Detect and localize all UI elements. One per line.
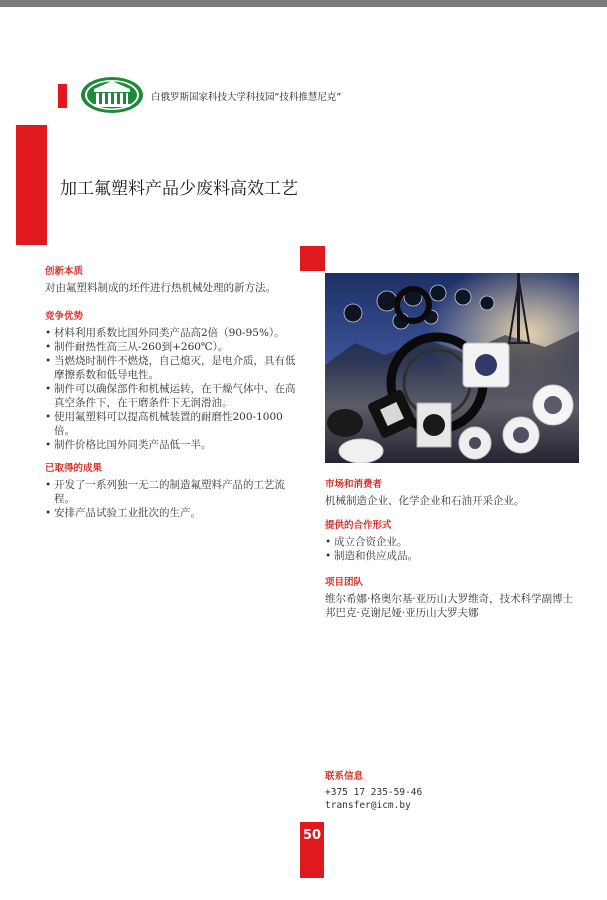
contact-phone: +375 17 235-59-46	[325, 787, 423, 798]
advantage-item: • 使用氟塑料可以提高机械装置的耐磨性200-1000倍。	[45, 410, 300, 438]
advantage-item: • 制件价格比国外同类产品低一半。	[45, 438, 300, 452]
contact-heading: 联系信息	[325, 771, 364, 782]
contact-email[interactable]: transfer@icm.by	[325, 800, 411, 811]
header-institution: 白俄罗斯国家科技大学科技园“技科推慧尼克”	[151, 92, 342, 103]
photo-accent-square	[300, 246, 325, 271]
team-section	[325, 576, 580, 620]
contact-section	[325, 770, 580, 812]
cooperation-item: • 制造和供应成品。	[325, 549, 580, 563]
advantage-item: • 制件可以确保部件和机械运转，在干燥气体中、在高真空条件下，在干磨条件下无润滑油。	[45, 382, 300, 410]
page-title: 加工氟塑料产品少废料高效工艺	[60, 179, 298, 199]
advantages-section	[45, 310, 300, 452]
results-section	[45, 462, 300, 520]
team-member: 维尔希娜·格奥尔基·亚历山大罗维奇，技术科学副博士	[325, 593, 574, 605]
advantage-item: • 制件耐热性高三从-260到+260℃）。	[45, 340, 300, 354]
innovation-body: 对由氟塑料制成的坯件进行热机械处理的新方法。	[45, 282, 276, 294]
market-section	[325, 478, 580, 508]
cooperation-heading: 提供的合作形式	[325, 520, 392, 531]
market-heading: 市场和消费者	[325, 479, 383, 490]
advantage-item: • 当燃烧时制件不燃烧，自己熄灭，是电介质，具有低摩擦系数和低导电性。	[45, 354, 300, 382]
results-heading: 已取得的成果	[45, 463, 103, 474]
result-item: • 开发了一系列独一无二的制造氟塑料产品的工艺流程。	[45, 478, 300, 506]
team-member: 邦巴克·克谢尼娅·亚历山大罗夫娜	[325, 607, 479, 619]
result-item: • 安排产品试验工业批次的生产。	[45, 506, 300, 520]
market-body: 机械制造企业、化学企业和石油开采企业。	[325, 495, 525, 507]
advantages-heading: 竞争优势	[45, 311, 84, 322]
top-border	[0, 0, 607, 7]
page-number: 50	[302, 828, 322, 843]
header-accent-bar	[58, 84, 67, 108]
team-heading: 项目团队	[325, 577, 364, 588]
cooperation-item: • 成立合资企业。	[325, 535, 580, 549]
product-photo	[325, 273, 579, 463]
innovation-section	[45, 265, 300, 295]
advantage-item: • 材料利用系数比国外同类产品高2倍（90-95%）。	[45, 326, 300, 340]
innovation-heading: 创新本质	[45, 266, 84, 277]
university-logo	[80, 76, 144, 114]
title-accent-bar	[16, 125, 47, 245]
cooperation-section	[325, 519, 580, 563]
